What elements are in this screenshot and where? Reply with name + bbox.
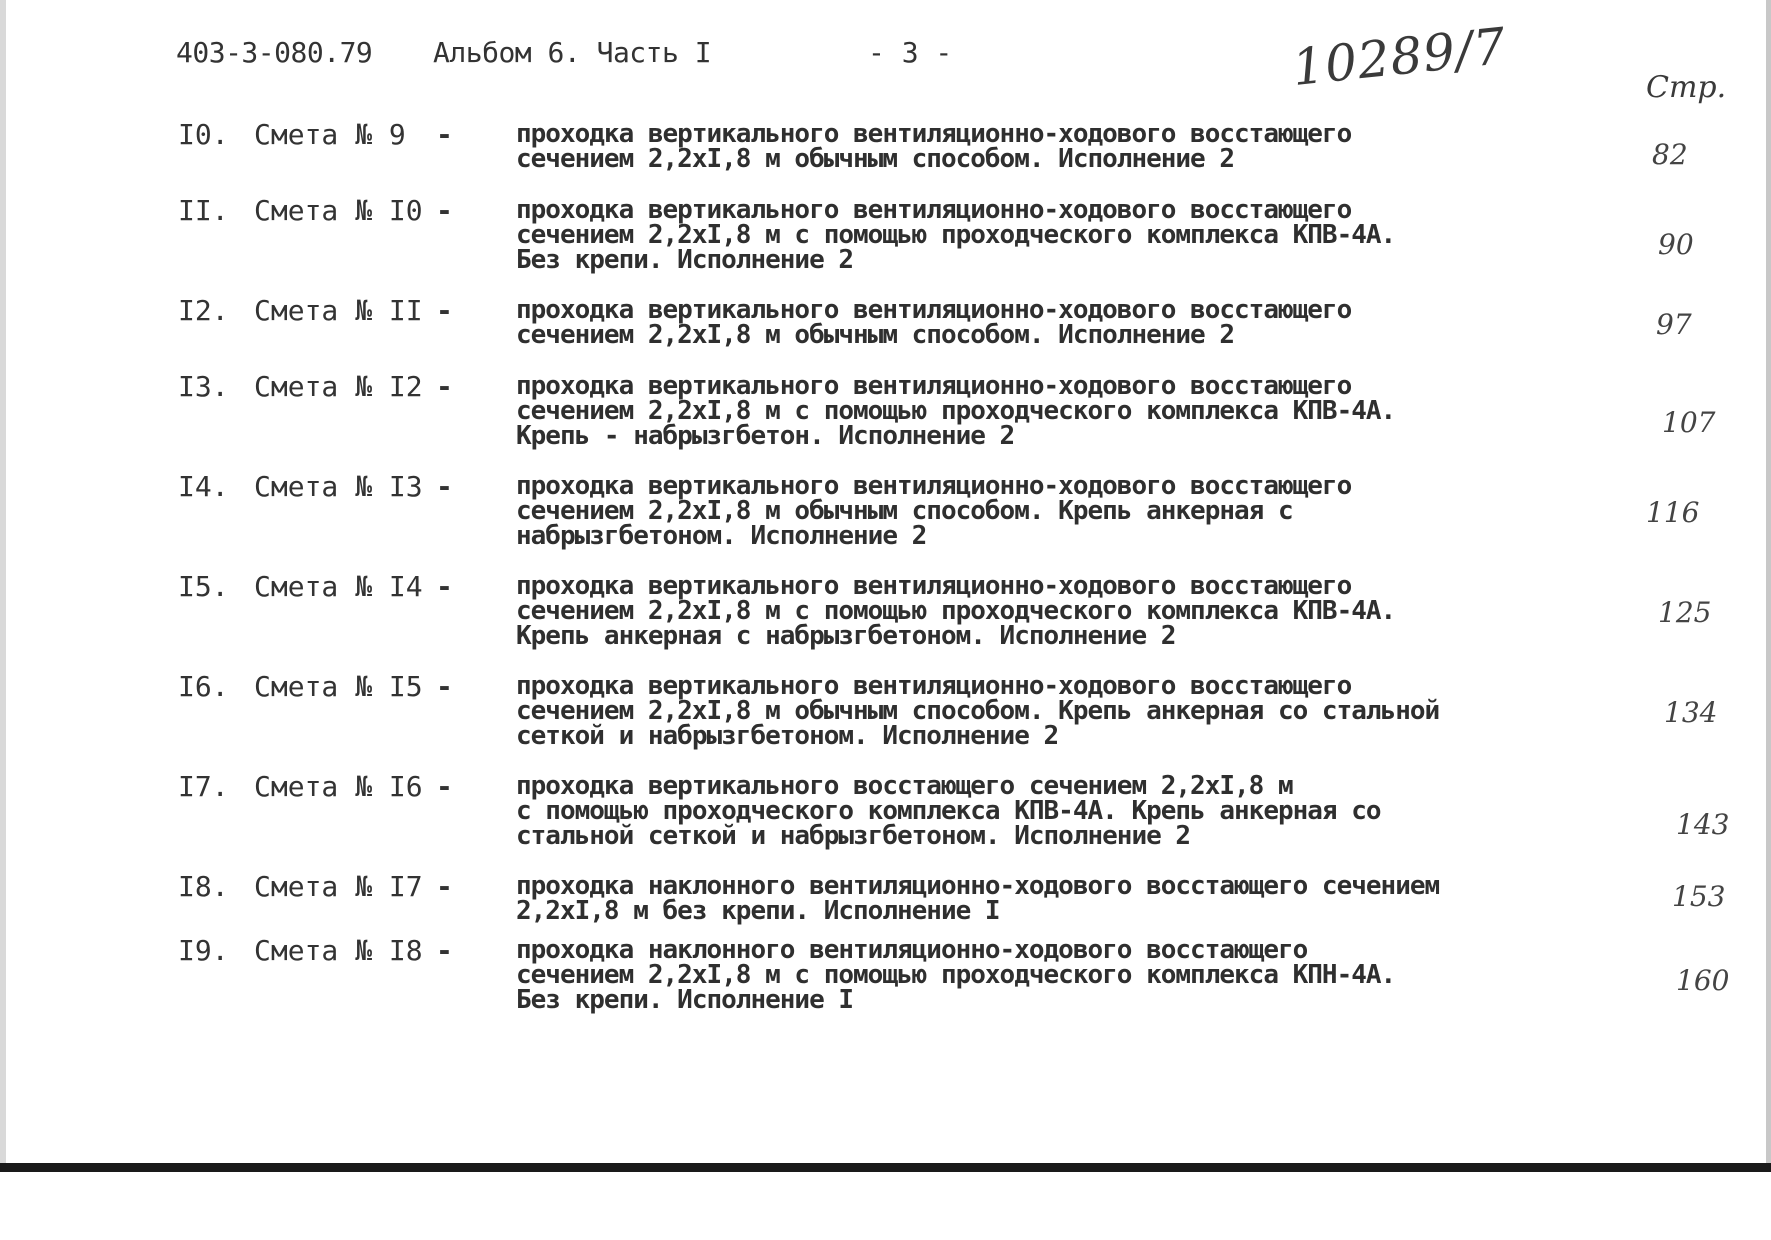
handwritten-number: 10289/7 [1289, 16, 1510, 98]
description-line: проходка вертикального вентиляционно-ходового восстающего [516, 195, 1352, 225]
entry-description [516, 471, 1526, 551]
description-line: сечением 2,2хI,8 м обычным способом. Исполнение 2 [516, 320, 1235, 350]
description-line: проходка вертикального вентиляционно-ходового восстающего [516, 371, 1352, 401]
entry-page: 107 [1662, 406, 1716, 439]
entry-index: I0. [178, 118, 229, 151]
entry-dash: - [436, 570, 453, 603]
entry-smeta: Смета № I8 [254, 934, 423, 967]
entry-smeta: Смета № I3 [254, 470, 423, 503]
scan-right-edge [1766, 0, 1771, 1172]
description-line: сечением 2,2хI,8 м обычным способом. Исполнение 2 [516, 144, 1235, 174]
entry-description [516, 295, 1526, 350]
description-line: сечением 2,2хI,8 м обычным способом. Крепь анкерная с [516, 496, 1293, 526]
entry-page: 160 [1676, 964, 1730, 997]
bottom-rule [0, 1163, 1771, 1172]
entry-index: I8. [178, 870, 229, 903]
album-part: Альбом 6. Часть I [433, 36, 712, 69]
header-doc-info [176, 36, 711, 69]
entry-index: I6. [178, 670, 229, 703]
scan-left-edge [0, 0, 6, 1172]
entry-page: 90 [1658, 228, 1694, 261]
entry-smeta: Смета № I4 [254, 570, 423, 603]
description-line: проходка вертикального вентиляционно-ходового восстающего [516, 295, 1352, 325]
entry-description [516, 935, 1526, 1015]
description-line: сечением 2,2хI,8 м с помощью проходческого комплекса КПВ-4А. [516, 396, 1396, 426]
entry-index: I4. [178, 470, 229, 503]
entry-page: 116 [1646, 496, 1700, 529]
description-line: стальной сеткой и набрызгбетоном. Исполнение 2 [516, 821, 1191, 851]
description-line: набрызгбетоном. Исполнение 2 [516, 521, 927, 551]
description-line: сеткой и набрызгбетоном. Исполнение 2 [516, 721, 1059, 751]
description-line: Без крепи. Исполнение I [516, 985, 854, 1015]
description-line: проходка вертикального восстающего сечением 2,2хI,8 м [516, 771, 1293, 801]
doc-code: 403-3-080.79 [176, 36, 373, 69]
entry-index: I5. [178, 570, 229, 603]
description-line: проходка вертикального вентиляционно-ходового восстающего [516, 571, 1352, 601]
entry-index: I3. [178, 370, 229, 403]
entry-smeta: Смета № I0 [254, 194, 423, 227]
description-line: Крепь - набрызгбетон. Исполнение 2 [516, 421, 1015, 451]
entry-description [516, 371, 1526, 451]
description-line: сечением 2,2хI,8 м обычным способом. Крепь анкерная со стальной [516, 696, 1440, 726]
entry-index: I9. [178, 934, 229, 967]
entry-page: 143 [1676, 808, 1730, 841]
entry-dash: - [436, 670, 453, 703]
entry-page: 97 [1656, 308, 1692, 341]
entry-description [516, 195, 1526, 275]
description-line: проходка наклонного вентиляционно-ходового восстающего сечением [516, 871, 1440, 901]
entry-page: 134 [1664, 696, 1718, 729]
description-line: проходка наклонного вентиляционно-ходового восстающего [516, 935, 1308, 965]
description-line: сечением 2,2хI,8 м с помощью проходческого комплекса КПВ-4А. [516, 220, 1396, 250]
entry-dash: - [436, 370, 453, 403]
entry-dash: - [436, 770, 453, 803]
description-line: проходка вертикального вентиляционно-ходового восстающего [516, 119, 1352, 149]
entry-description [516, 119, 1526, 174]
entry-page: 82 [1652, 138, 1688, 171]
description-line: проходка вертикального вентиляционно-ходового восстающего [516, 471, 1352, 501]
entry-smeta: Смета № I2 [254, 370, 423, 403]
entry-smeta: Смета № 9 [254, 118, 406, 151]
entry-index: II. [178, 194, 229, 227]
entry-description [516, 771, 1526, 851]
entry-description [516, 571, 1526, 651]
description-line: Без крепи. Исполнение 2 [516, 245, 854, 275]
page-number: - 3 - [868, 36, 953, 69]
description-line: с помощью проходческого комплекса КПВ-4А. Крепь анкерная со [516, 796, 1381, 826]
entry-index: I7. [178, 770, 229, 803]
entry-index: I2. [178, 294, 229, 327]
description-line: проходка вертикального вентиляционно-ходового восстающего [516, 671, 1352, 701]
entry-page: 125 [1658, 596, 1712, 629]
entry-dash: - [436, 470, 453, 503]
description-line: сечением 2,2хI,8 м с помощью проходческого комплекса КПН-4А. [516, 960, 1396, 990]
entry-dash: - [436, 934, 453, 967]
description-line: сечением 2,2хI,8 м с помощью проходческого комплекса КПВ-4А. [516, 596, 1396, 626]
entry-smeta: Смета № I5 [254, 670, 423, 703]
entry-description [516, 871, 1526, 926]
entry-smeta: Смета № II [254, 294, 423, 327]
entry-dash: - [436, 870, 453, 903]
page-column-label: Стр. [1646, 70, 1727, 105]
entry-dash: - [436, 194, 453, 227]
description-line: 2,2хI,8 м без крепи. Исполнение I [516, 896, 1000, 926]
entry-page: 153 [1672, 880, 1726, 913]
entry-description [516, 671, 1526, 751]
entry-dash: - [436, 118, 453, 151]
entry-smeta: Смета № I7 [254, 870, 423, 903]
description-line: Крепь анкерная с набрызгбетоном. Исполнение 2 [516, 621, 1176, 651]
entry-dash: - [436, 294, 453, 327]
entry-smeta: Смета № I6 [254, 770, 423, 803]
